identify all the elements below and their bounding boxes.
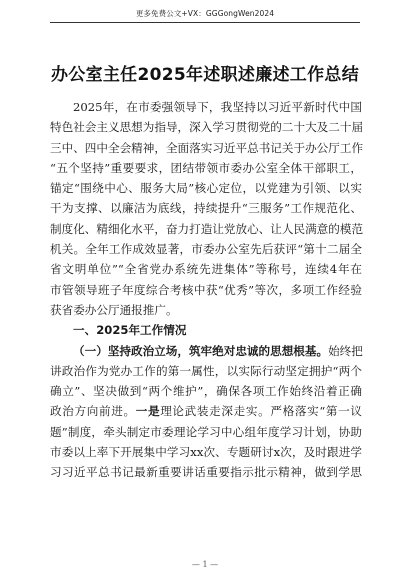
header-divider — [50, 22, 360, 23]
paragraph-text: 理论武装走深走实。严格落实“第一议 — [160, 404, 362, 419]
subsection-lead-tail: 始终把 — [328, 343, 363, 358]
subsection-lead-line — [50, 341, 362, 361]
inline-bold-marker: 一是 — [135, 404, 161, 419]
document-title: 办公室主任2025年述职述廉述工作总结 — [50, 65, 359, 85]
paragraph-line: “五个坚持”重要要求，团结带领市委办公室全体干部职工， — [50, 160, 362, 175]
paragraph-line: 省文明单位”“全省党办系统先进集体”等称号，连续4年在 — [50, 262, 362, 277]
paragraph-text: 政治方向前进。 — [50, 404, 136, 419]
document-body — [50, 97, 362, 483]
paragraph-line: 习习近平总书记最新重要讲话重要指示批示精神，做到学思 — [50, 465, 362, 480]
paragraph-line: 确立”、坚决做到“两个维护”，确保各项工作始终沿着正确 — [50, 384, 362, 399]
paragraph-line: 锚定“围绕中心、服务大局”核心定位，以党建为引领、以实 — [50, 181, 362, 196]
paragraph-line: 特色社会主义思想为指导，深入学习贯彻党的二十大及二十届 — [50, 120, 364, 135]
paragraph-line: 制度化、精细化水平，奋力打造让党放心、让人民满意的模范 — [50, 221, 364, 236]
subsection-lead: （一）坚持政治立场，筑牢绝对忠诚的思想根基。 — [73, 343, 329, 358]
paragraph-line: 三中、四中全会精神，全面落实习近平总书记关于办公厅工作 — [50, 140, 364, 155]
paragraph-line: 市管领导班子年度综合考核中获“优秀”等次，多项工作经验 — [50, 282, 362, 297]
paragraph-line: 获省委办公厅通报推广。 — [50, 302, 178, 317]
paragraph-line: 讲政治作为党办工作的第一属性，以实际行动坚定拥护“两个 — [50, 363, 362, 378]
section-heading: 一、2025年工作情况 — [73, 323, 187, 338]
paragraph-line: 题”制度，牵头制定市委理论学习中心组年度学习计划，协助 — [50, 424, 362, 439]
page-number: — 1 — — [191, 560, 219, 569]
paragraph-line: 2025年，在市委强领导下，我坚持以习近平新时代中国 — [73, 100, 362, 114]
paragraph-line: 干为支撑、以廉洁为底线，持续提升“三服务”工作规范化、 — [50, 201, 362, 216]
paragraph-line — [50, 401, 362, 421]
paragraph-line: 市委以上率下开展集中学习xx次、专题研讨x次，及时跟进学 — [50, 445, 362, 460]
header-note: 更多免费公文+VX：GGGongWen2024 — [135, 9, 275, 18]
paragraph-line: 机关。全年工作成效显著，市委办公室先后获评“第十二届全 — [50, 242, 362, 257]
